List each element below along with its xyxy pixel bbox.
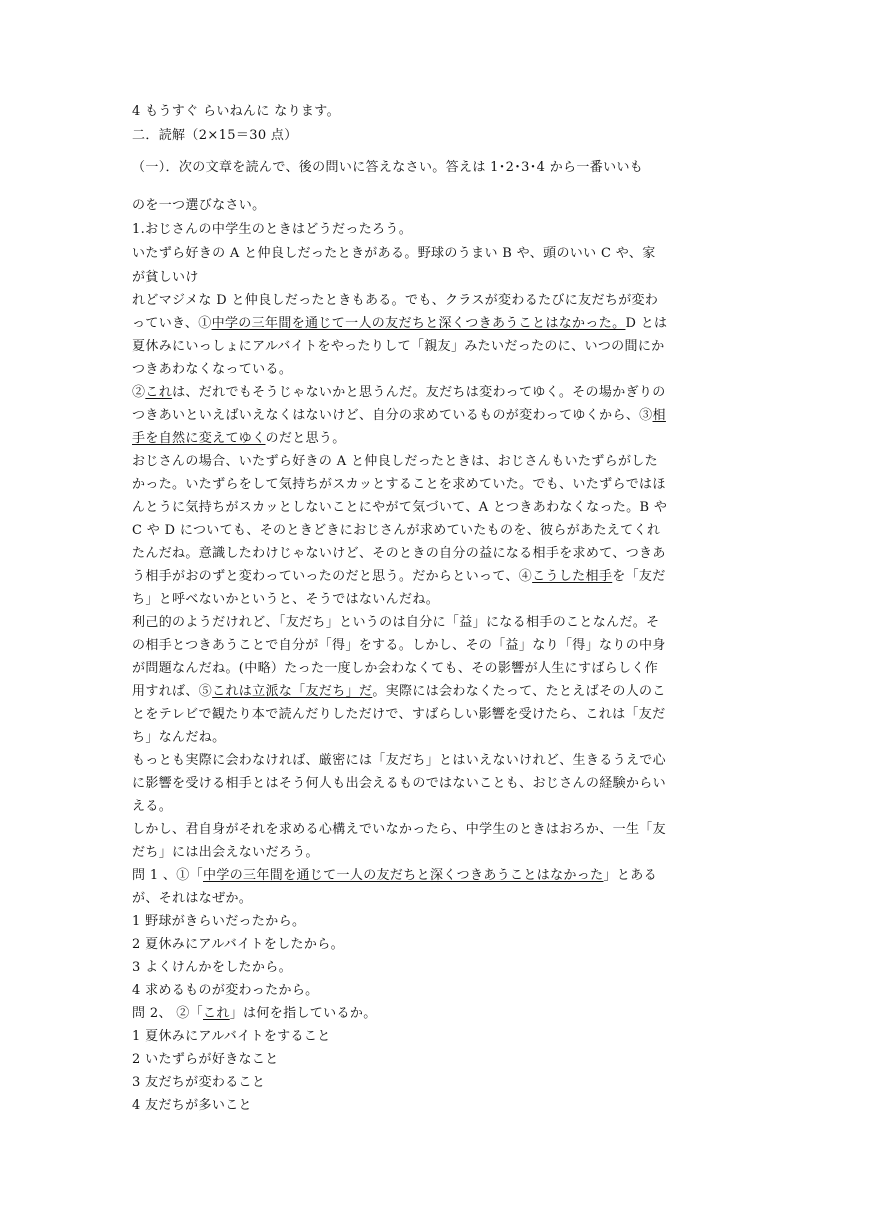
text-line <box>132 160 643 176</box>
text-line <box>132 246 656 262</box>
text-line <box>132 128 298 144</box>
text-segment: 夏休みにいっしょにアルバイトをやったりして「親友」みたいだったのに、いつの間にか <box>132 339 665 354</box>
text-segment: 4 友だちが多いこと <box>132 1098 252 1113</box>
text-line <box>132 615 660 631</box>
text-segment: れどマジメな D と仲良しだったときもある。でも、クラスが変わるたびに友だちが変わ <box>132 293 659 308</box>
underlined-text: 手を自然に変えてゆく <box>132 431 266 446</box>
text-segment: 3 よくけんかをしたから。 <box>132 960 292 975</box>
text-segment: を「友だ <box>612 569 666 584</box>
text-segment: しかし、君自身がそれを求める心構えでいなかったら、中学生のときはおろか、一生「友 <box>132 822 667 837</box>
text-line <box>132 684 666 700</box>
text-line <box>132 1029 331 1045</box>
text-line <box>132 776 666 792</box>
text-segment: かった。いたずらをして気持ちがスカッとすることを求めていた。でも、いたずらではほ <box>132 477 666 492</box>
text-segment: 用すれば、⑤ <box>132 684 213 699</box>
underlined-text: 中学の三年間を通じて一人の友だちと深くつきあうことはなかった。 <box>211 316 626 331</box>
text-line <box>132 270 199 286</box>
text-segment: は、だれでもそうじゃないかと思うんだ。友だちは変わってゆく。その場かぎりの <box>172 385 666 400</box>
text-line <box>132 822 666 838</box>
text-line <box>132 753 666 769</box>
text-segment: ② <box>132 385 146 400</box>
text-segment: 」とある <box>603 868 657 883</box>
underlined-text: これは立派な「友だち」だ <box>212 684 373 699</box>
text-segment: んとうに気持ちがスカッとしないことにやがて気づいて、A とつきあわなくなった。B や <box>132 500 668 515</box>
text-line <box>132 1098 252 1114</box>
text-line <box>132 707 665 723</box>
text-segment: つきあいといえばいえなくはないけど、自分の求めているものが変わってゆくから、③ <box>132 408 653 423</box>
text-line <box>132 1052 279 1068</box>
underlined-text: これ <box>145 385 173 400</box>
text-segment: ち」なんだね。 <box>132 730 226 745</box>
underlined-text: 中学の三年間を通じて一人の友だちと深くつきあうことはなかった <box>203 868 604 883</box>
text-segment: が、それはなぜか。 <box>132 891 253 906</box>
text-line <box>132 1075 265 1091</box>
text-segment: 1 夏休みにアルバイトをすること <box>132 1029 331 1044</box>
text-segment: 問 1 、①「 <box>132 868 203 883</box>
text-line <box>132 937 344 953</box>
text-line <box>132 523 660 539</box>
text-segment: 。実際には会わなくたって、たとえばその人のこ <box>372 684 666 699</box>
text-segment: 利己的のようだけれど、「友だち」というのは自分に「益」になる相手のことなんだ。そ <box>132 615 660 630</box>
text-segment: のを一つ選びなさい。 <box>132 198 266 213</box>
text-line <box>132 960 292 976</box>
text-segment: ち」と呼べないかというと、そうではないんだね。 <box>132 592 440 607</box>
text-segment: もっとも実際に会わなければ、厳密には「友だち」とはいえないけれど、生きるうえで心 <box>132 753 667 768</box>
text-line <box>132 799 172 815</box>
text-segment: が貧しいけ <box>132 270 199 285</box>
text-line <box>132 385 666 401</box>
text-segment: える。 <box>132 799 173 814</box>
text-line <box>132 868 657 884</box>
text-line <box>132 339 665 355</box>
text-segment: （一）．次の文章を読んで、後の問いに答えなさい。答えは 1･2･3･4 から一番いいも <box>132 160 644 175</box>
text-line <box>132 546 666 562</box>
text-segment: だち」には出会えないだろう。 <box>132 845 319 860</box>
text-segment: う相手がおのずと変わっていったのだと思う。だからといって、④ <box>132 569 533 584</box>
text-line <box>132 104 340 120</box>
text-segment: 3 友だちが変わること <box>132 1075 266 1090</box>
text-segment: のだと思う。 <box>265 431 346 446</box>
text-line <box>132 845 319 861</box>
text-segment: C や D についても、そのときどきにおじさんが求めていたものを、彼らがあたえてくれ <box>132 523 661 538</box>
text-segment: おじさんの場合、いたずら好きの A と仲良しだったときは、おじさんもいたずらがした <box>132 454 659 469</box>
text-segment: つきあわなくなっている。 <box>132 362 293 377</box>
underlined-text: こうした相手 <box>532 569 613 584</box>
underlined-text: 相 <box>652 408 666 423</box>
text-line <box>132 477 666 493</box>
text-segment: D とは <box>625 316 668 331</box>
text-line <box>132 408 666 424</box>
text-segment: の相手とつきあうことで自分が「得」をする。しかし、その「益」なり「得」なりの中身 <box>132 638 666 653</box>
text-segment: とをテレビで観たり本で読んだりしただけで、すばらしい影響を受けたら、これは「友だ <box>132 707 666 722</box>
text-segment: いたずら好きの A と仲良しだったときがある。野球のうまい B や、頭のいい C や、家 <box>132 246 656 261</box>
underlined-text: これ <box>203 1006 230 1021</box>
text-line <box>132 293 658 309</box>
text-line <box>132 891 252 907</box>
text-line <box>132 914 305 930</box>
text-line <box>132 592 439 608</box>
text-segment: 」は何を指しているか。 <box>229 1006 377 1021</box>
text-line <box>132 454 658 470</box>
text-segment: たんだね。意識したわけじゃないけど、そのときの自分の益になる相手を求めて、つきあ <box>132 546 666 561</box>
text-line <box>132 983 319 999</box>
text-line <box>132 431 346 447</box>
text-segment: 2 いたずらが好きなこと <box>132 1052 279 1067</box>
text-segment: に影響を受ける相手とはそう何人も出会えるものではないことも、おじさんの経験からい <box>132 776 667 791</box>
text-line <box>132 362 292 378</box>
text-line <box>132 198 266 214</box>
text-segment: 二．読解（2×15＝30 点） <box>132 128 298 143</box>
text-segment: 1.おじさんの中学生のときはどうだったろう。 <box>132 222 413 237</box>
text-segment: が問題なんだね。(中略）たった一度しか会わなくても、その影響が人生にすばらしく作 <box>132 661 659 676</box>
text-segment: 4 もうすぐ らいねんに なります。 <box>132 104 340 119</box>
text-line <box>132 569 666 585</box>
text-segment: 2 夏休みにアルバイトをしたから。 <box>132 937 344 952</box>
text-line <box>132 638 666 654</box>
text-line <box>132 500 667 516</box>
text-line <box>132 730 225 746</box>
text-line <box>132 1006 377 1022</box>
text-segment: 1 野球がきらいだったから。 <box>132 914 306 929</box>
text-line <box>132 661 658 677</box>
text-line <box>132 316 667 332</box>
text-line <box>132 222 412 238</box>
text-segment: 問 2、 ②「 <box>132 1006 203 1021</box>
text-segment: っていき、① <box>132 316 212 331</box>
text-segment: 4 求めるものが変わったから。 <box>132 983 319 998</box>
